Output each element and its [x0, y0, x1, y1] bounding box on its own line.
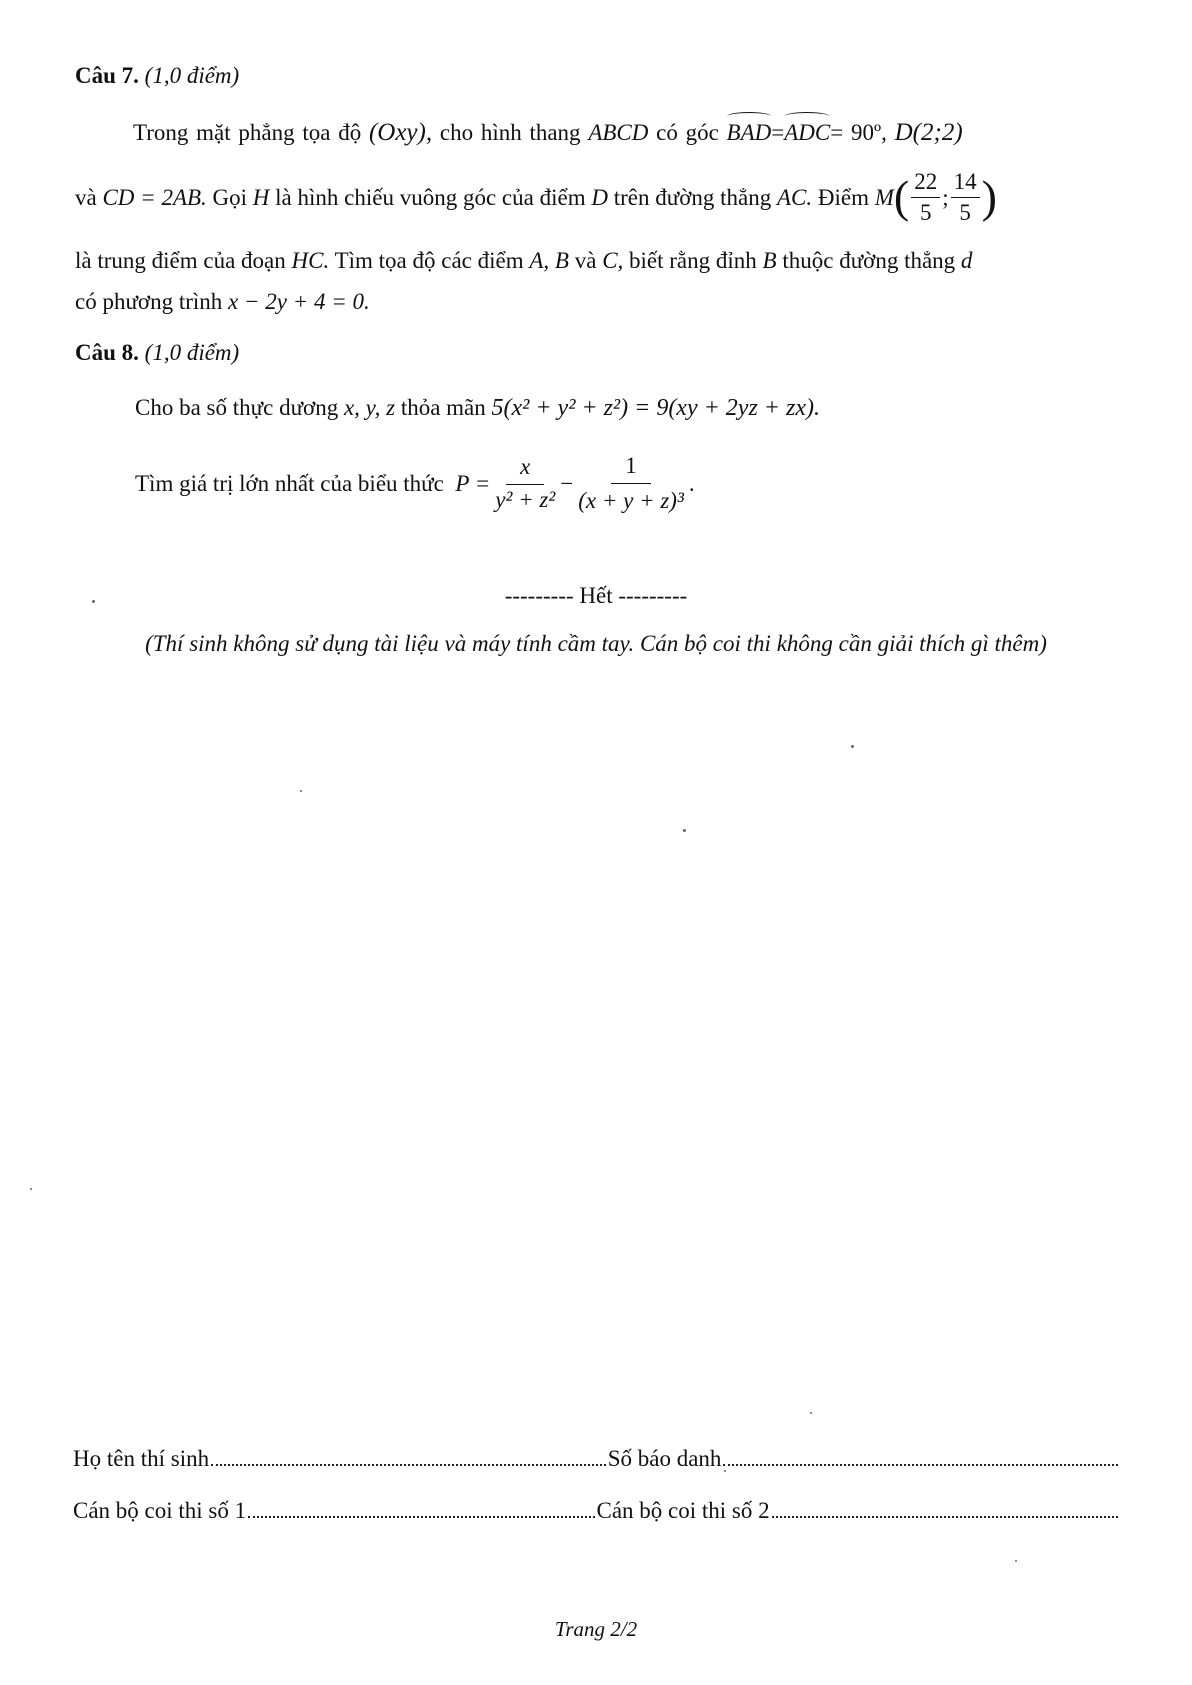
- numerator: 14: [951, 169, 980, 197]
- point-m: M: [874, 184, 894, 210]
- angle-adc: ADC: [784, 120, 831, 145]
- math-oxy: (Oxy),: [368, 119, 433, 146]
- candidate-name-field[interactable]: [211, 1462, 606, 1466]
- proctor-1-field[interactable]: [248, 1514, 594, 1518]
- text: là hình chiếu vuông góc của điểm: [275, 184, 586, 210]
- text: là trung điểm của đoạn: [75, 248, 286, 273]
- scan-speck: [30, 1188, 32, 1190]
- text: và: [574, 248, 597, 273]
- text: .: [688, 470, 695, 496]
- exam-note: (Thí sinh không sử dụng tài liệu và máy tính cầm tay. Cán bộ coi thi không cần giải thích gì thêm): [145, 631, 1047, 656]
- question-8-line-1: [135, 396, 820, 420]
- fraction: [951, 169, 980, 225]
- math-p: P =: [455, 470, 491, 496]
- scan-speck: [851, 745, 854, 748]
- candidate-info-row: [73, 1446, 1118, 1472]
- text: Trong mặt phẳng tọa độ: [133, 120, 362, 145]
- proctor-info-row: [73, 1498, 1118, 1524]
- text: có phương trình: [75, 289, 223, 314]
- question-7-line-4: [75, 290, 370, 313]
- text: cho hình thang: [439, 120, 581, 145]
- paren: ): [981, 171, 997, 222]
- proctor-2-field[interactable]: [772, 1514, 1118, 1518]
- text: Điểm: [817, 184, 869, 210]
- denominator: 5: [959, 199, 971, 225]
- proctor-2-label: Cán bộ coi thi số 2: [596, 1498, 770, 1523]
- question-7-line-3: [75, 249, 972, 272]
- fraction: [911, 169, 940, 225]
- text: thuộc đường thẳng: [782, 248, 956, 273]
- question-7-points: (1,0 điểm): [144, 63, 240, 88]
- point-d: D(2;2): [894, 119, 963, 146]
- scan-speck: [300, 790, 302, 792]
- text: =: [771, 120, 785, 145]
- text: thỏa mãn: [400, 395, 486, 420]
- scan-speck: [683, 829, 686, 832]
- text: trên đường thẳng: [613, 184, 772, 210]
- text: biết rằng đỉnh: [629, 248, 757, 273]
- question-7-heading: [75, 64, 239, 87]
- numerator: 1: [611, 453, 651, 483]
- question-8-label: Câu 8.: [75, 340, 139, 365]
- text: Cho ba số thực dương: [135, 395, 339, 420]
- text: có góc: [656, 120, 719, 145]
- math-b: B: [762, 248, 777, 273]
- question-7-line-1: [133, 120, 963, 145]
- candidate-number-field[interactable]: [723, 1462, 1118, 1466]
- denominator: 5: [919, 199, 932, 225]
- math-ab: A, B: [529, 248, 569, 273]
- line-equation: x − 2y + 4 = 0.: [228, 289, 370, 314]
- scan-speck: [92, 600, 95, 603]
- scan-speck: [724, 1470, 726, 1472]
- question-8-points: (1,0 điểm): [144, 340, 240, 365]
- numerator: 22: [911, 169, 940, 197]
- question-7-label: Câu 7.: [75, 63, 139, 88]
- math-cd-eq: CD = 2AB.: [102, 184, 207, 210]
- math-ac: AC.: [776, 184, 813, 210]
- page-number: Trang 2/2: [554, 1617, 638, 1641]
- text: ;: [942, 184, 949, 210]
- text: Gọi: [212, 184, 248, 210]
- math-c: C,: [602, 248, 624, 273]
- condition-equation: 5(x² + y² + z²) = 9(xy + 2yz + zx).: [491, 395, 820, 421]
- math-xyz: x, y, z: [343, 395, 396, 420]
- text: = 90º,: [830, 120, 887, 145]
- math-d: D: [591, 184, 608, 210]
- scan-speck: [1015, 1560, 1017, 1562]
- text: −: [560, 470, 574, 496]
- question-7-line-2: [75, 169, 997, 225]
- angle-bad: BAD: [726, 120, 772, 145]
- math-abcd: ABCD: [588, 120, 649, 145]
- fraction: [575, 453, 687, 513]
- candidate-number-label: Số báo danh: [607, 1446, 722, 1471]
- paren: (: [893, 171, 910, 222]
- question-8-heading: [75, 341, 239, 364]
- denominator: y² + z²: [495, 486, 556, 512]
- text: Tìm giá trị lớn nhất của biểu thức: [135, 470, 444, 496]
- text: và: [75, 184, 97, 210]
- math-h: H: [252, 184, 270, 210]
- numerator: x: [506, 454, 544, 484]
- proctor-1-label: Cán bộ coi thi số 1: [73, 1498, 247, 1523]
- candidate-name-label: Họ tên thí sinh: [73, 1446, 210, 1471]
- fraction: [492, 454, 558, 512]
- math-d-line: d: [960, 248, 973, 273]
- end-mark: --------- Hết ---------: [504, 583, 688, 608]
- math-hc: HC.: [291, 248, 330, 273]
- text: Tìm tọa độ các điểm: [334, 248, 524, 273]
- scan-speck: [810, 1412, 812, 1414]
- denominator: (x + y + z)³: [578, 487, 684, 513]
- question-8-line-2: [135, 448, 695, 518]
